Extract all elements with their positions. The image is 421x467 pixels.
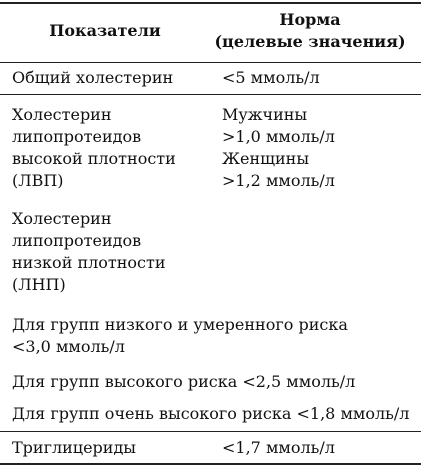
ldl-label-line: Холестерин: [12, 209, 112, 228]
ldl-note-low-moderate: [12, 314, 348, 358]
header-rule: [0, 62, 421, 63]
hdl-label: [12, 104, 176, 192]
ldl-label-line: (ЛНП): [12, 275, 66, 294]
hdl-value-line: >1,2 ммоль/л: [222, 171, 335, 190]
header-norm: Норма: [279, 10, 341, 29]
hdl-label-line: липопротеидов: [12, 127, 142, 146]
ldl-note-line: Для групп низкого и умеренного риска: [12, 315, 348, 334]
top-rule: [0, 2, 421, 4]
hdl-value-line: Мужчины: [222, 105, 308, 124]
hdl-label-line: высокой плотности: [12, 149, 176, 168]
ldl-label: [12, 208, 166, 296]
ldl-note-line: <3,0 ммоль/л: [12, 337, 125, 356]
header-norm-target: (целевые значения): [214, 32, 406, 51]
row-rule-1: [0, 94, 421, 95]
triglycerides-value: <1,7 ммоль/л: [222, 438, 335, 457]
hdl-label-line: (ЛВП): [12, 171, 64, 190]
hdl-value-line: >1,0 ммоль/л: [222, 127, 335, 146]
hdl-value-line: Женщины: [222, 149, 310, 168]
total-cholesterol-label: Общий холестерин: [12, 68, 174, 87]
bottom-rule: [0, 463, 421, 465]
header-indicators: Показатели: [49, 21, 161, 40]
total-cholesterol-value: <5 ммоль/л: [222, 68, 320, 87]
triglycerides-label: Триглицериды: [12, 438, 137, 457]
ldl-label-line: липопротеидов: [12, 231, 142, 250]
ldl-label-line: низкой плотности: [12, 253, 166, 272]
hdl-label-line: Холестерин: [12, 105, 112, 124]
ldl-note-high: Для групп высокого риска <2,5 ммоль/л: [12, 372, 356, 391]
row-rule-2: [0, 431, 421, 432]
hdl-value: [222, 104, 335, 192]
ldl-note-very-high: Для групп очень высокого риска <1,8 ммоль/л: [12, 404, 410, 423]
